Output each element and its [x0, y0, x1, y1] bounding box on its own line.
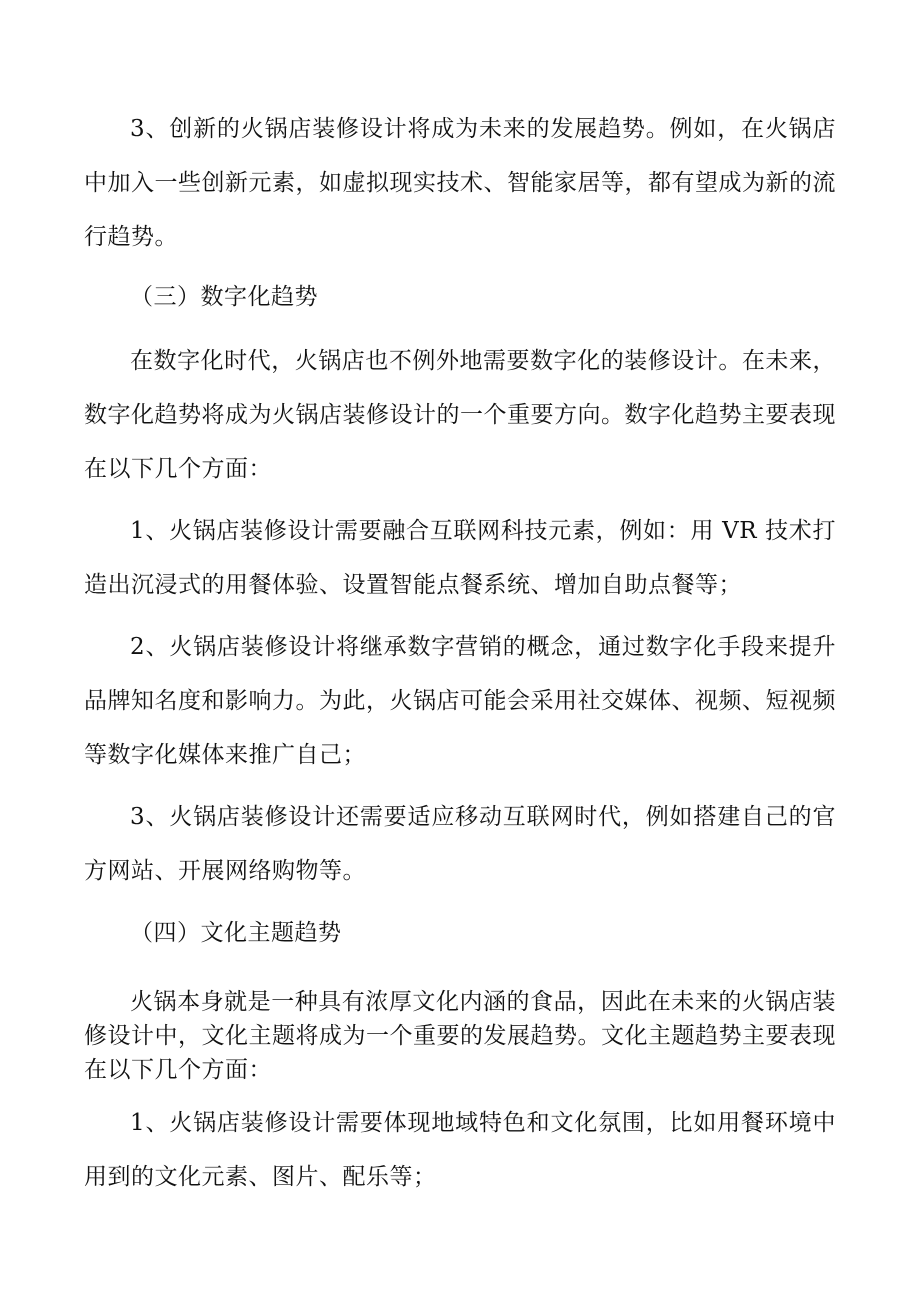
paragraph-innovative-design: 3、创新的火锅店装修设计将成为未来的发展趋势。例如，在火锅店中加入一些创新元素，如虚拟现实技术、智能家居等，都有望成为新的流行趋势。 [84, 116, 836, 250]
paragraph-digital-point-3: 3、火锅店装修设计还需要适应移动互联网时代，例如搭建自己的官方网站、开展网络购物等。 [84, 804, 836, 884]
paragraph-digital-point-1: 1、火锅店装修设计需要融合互联网科技元素，例如：用 VR 技术打造出沉浸式的用餐体验、设置智能点餐系统、增加自助点餐等； [84, 518, 836, 598]
paragraph-digital-point-2: 2、火锅店装修设计将继承数字营销的概念，通过数字化手段来提升品牌知名度和影响力。为此，火锅店可能会采用社交媒体、视频、短视频等数字化媒体来推广自己； [84, 634, 836, 768]
section-heading-cultural-theme: （四）文化主题趋势 [130, 920, 342, 946]
section-heading-digital-trend: （三）数字化趋势 [130, 284, 318, 310]
paragraph-cultural-point-1: 1、火锅店装修设计需要体现地域特色和文化氛围，比如用餐环境中用到的文化元素、图片、配乐等； [84, 1110, 836, 1190]
paragraph-digital-intro: 在数字化时代，火锅店也不例外地需要数字化的装修设计。在未来，数字化趋势将成为火锅店装修设计的一个重要方向。数字化趋势主要表现在以下几个方面： [84, 348, 836, 482]
paragraph-cultural-intro: 火锅本身就是一种具有浓厚文化内涵的食品，因此在未来的火锅店装修设计中，文化主题将成为一个重要的发展趋势。文化主题趋势主要表现在以下几个方面： [84, 989, 836, 1083]
